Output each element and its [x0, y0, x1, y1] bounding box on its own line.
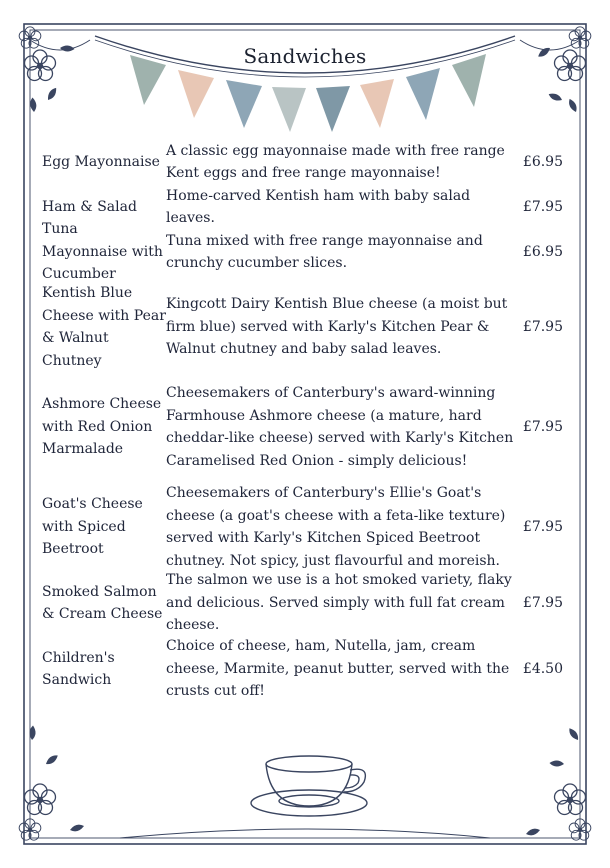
- item-price: £7.95: [522, 198, 563, 215]
- item-description: The salmon we use is a hot smoked variety, flaky and delicious. Served simply with full fat cream cheese.: [166, 572, 512, 634]
- item-description: Home-carved Kentish ham with baby salad leaves.: [166, 187, 471, 226]
- item-price: £7.95: [522, 318, 563, 335]
- menu-item: [42, 137, 567, 187]
- item-price: £7.95: [522, 518, 563, 535]
- item-name: Goat's Cheese with Spiced Beetroot: [42, 496, 143, 558]
- item-name: Ham & Salad: [42, 198, 137, 215]
- flower-icon: [19, 725, 84, 840]
- item-description: Cheesemakers of Canterbury's award-winning Farmhouse Ashmore cheese (a mature, hard cheddar-like cheese) served with Karly's Kitchen Caramelised Red Onion - simply delicious!: [166, 385, 514, 469]
- item-price: £6.95: [522, 243, 563, 260]
- item-name: Tuna Mayonnaise with Cucumber: [42, 221, 163, 283]
- flower-icon: [520, 27, 591, 113]
- menu-item: [42, 629, 567, 709]
- menu-item: [42, 221, 567, 283]
- item-name: Children's Sandwich: [42, 649, 115, 688]
- item-price: £7.95: [522, 418, 563, 435]
- menu-item: [42, 572, 567, 634]
- teacup-icon: [251, 756, 367, 816]
- item-description: A classic egg mayonnaise made with free range Kent eggs and free range mayonnaise!: [166, 142, 505, 181]
- item-name: Egg Mayonnaise: [42, 153, 160, 170]
- item-description: Choice of cheese, ham, Nutella, jam, cream cheese, Marmite, peanut butter, served with the crusts cut off!: [166, 638, 510, 700]
- menu-item: [42, 477, 567, 577]
- flower-icon: [19, 27, 90, 112]
- menu-item: [42, 277, 567, 377]
- item-name: Ashmore Cheese with Red Onion Marmalade: [42, 396, 162, 458]
- item-description: Cheesemakers of Canterbury's Ellie's Goat's cheese (a goat's cheese with a feta-like texture) served with Karly's Kitchen Spiced Beetroot chutney. Not spicy, just flavourful and moreish.: [166, 485, 506, 569]
- item-name: Kentish Blue Cheese with Pear & Walnut Chutney: [42, 285, 166, 369]
- menu-list: [42, 137, 567, 709]
- flower-icon: [526, 726, 591, 840]
- item-price: £4.50: [522, 660, 563, 677]
- page-title: Sandwiches: [243, 44, 367, 68]
- item-price: £6.95: [522, 153, 563, 170]
- item-name: Smoked Salmon & Cream Cheese: [42, 583, 163, 622]
- item-description: Tuna mixed with free range mayonnaise and crunchy cucumber slices.: [166, 232, 483, 271]
- menu-item: [42, 377, 567, 477]
- item-description: Kingcott Dairy Kentish Blue cheese (a moist but firm blue) served with Karly's Kitchen Pear & Walnut chutney and baby salad leaves.: [166, 296, 508, 358]
- item-price: £7.95: [522, 594, 563, 611]
